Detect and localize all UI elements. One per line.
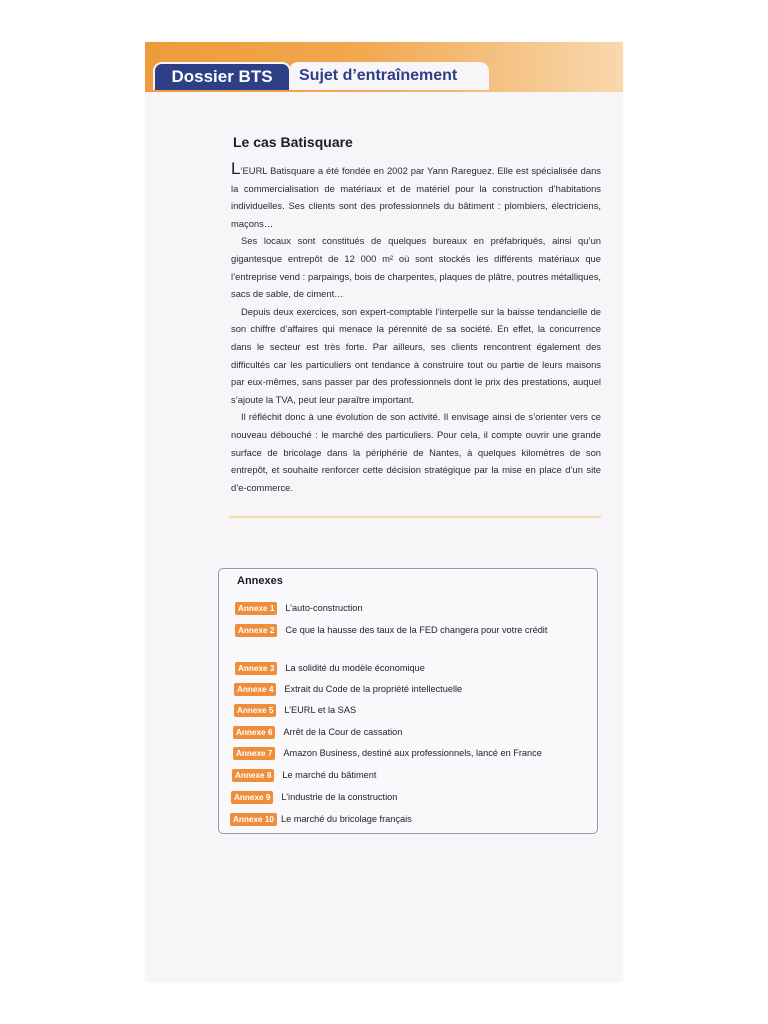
- annex-item-4: [234, 683, 574, 698]
- annex-item-1: [235, 602, 575, 617]
- annex-item-9: [231, 791, 571, 806]
- dossier-tag: Dossier BTS: [153, 62, 291, 90]
- annex-badge-2: Annexe 2: [235, 624, 277, 637]
- annex-text-4: Extrait du Code de la propriété intellectuelle: [284, 684, 463, 694]
- paragraph-2: Ses locaux sont constitués de quelques bureaux en préfabriqués, ainsi qu’un gigantesque entrepôt de 12 000 m² où sont stockés les différents matériaux que l’entreprise vend : parpaings, bois de charpentes, plaques de plâtre, poutres métalliques, sacs de sable, de ciment…: [231, 235, 601, 300]
- annexes-title: Annexes: [237, 575, 283, 587]
- annex-text-5: L’EURL et la SAS: [284, 705, 357, 715]
- paragraph-3: Depuis deux exercices, son expert-comptable l’interpelle sur la baisse tendancielle de son chiffre d’affaires qui menace la pérennité de sa société. En effet, la concurrence dans le secteur est très forte. Par ailleurs, ses clients rencontrent également des difficultés car les particuliers ont tendance à construire tout ou partie de leurs maisons par eux-mêmes, sans passer par des professionnels dont le prix des prestations, auquel s’ajoute la TVA, peut leur paraître important.: [231, 305, 601, 405]
- annex-item-7: [233, 747, 573, 762]
- section-divider: [229, 516, 601, 518]
- annexes-box: [218, 568, 598, 834]
- annex-item-10: [230, 813, 571, 828]
- annex-text-7: Amazon Business, destiné aux professionnels, lancé en France: [283, 748, 542, 758]
- annex-badge-1: Annexe 1: [235, 602, 277, 615]
- annex-text-9: L’industrie de la construction: [281, 792, 398, 802]
- dropcap: L: [231, 159, 241, 178]
- annex-text-3: La solidité du modèle économique: [285, 663, 425, 673]
- paragraph-1-text: ’EURL Batisquare a été fondée en 2002 par Yann Rareguez. Elle est spécialisée dans la commercialisation de matériaux et de matériel pour la construction d’habitations individuelles. Ses clients sont des professionnels du bâtiment : plombiers, électriciens, maçons…: [231, 165, 601, 229]
- case-body: [231, 159, 601, 496]
- annex-text-6: Arrêt de la Cour de cassation: [283, 727, 403, 737]
- sujet-tag: Sujet d’entraînement: [289, 62, 489, 90]
- paragraph-1: [231, 159, 601, 232]
- annex-badge-5: Annexe 5: [234, 704, 276, 717]
- annex-badge-9: Annexe 9: [231, 791, 273, 804]
- textbook-page: [145, 42, 623, 982]
- annex-badge-10: Annexe 10: [230, 813, 277, 826]
- case-title: Le cas Batisquare: [233, 134, 353, 150]
- annex-item-2: [235, 624, 555, 639]
- annex-text-1: L’auto-construction: [285, 603, 363, 613]
- annex-item-3: [235, 662, 575, 677]
- annex-item-8: [232, 769, 572, 784]
- annex-badge-7: Annexe 7: [233, 747, 275, 760]
- annex-text-10: Le marché du bricolage français: [280, 814, 412, 824]
- annex-item-6: [233, 726, 573, 741]
- annex-text-2: Ce que la hausse des taux de la FED changera pour votre crédit: [285, 625, 548, 635]
- annex-text-8: Le marché du bâtiment: [282, 770, 377, 780]
- annex-item-5: [234, 704, 574, 719]
- annex-badge-8: Annexe 8: [232, 769, 274, 782]
- annex-badge-4: Annexe 4: [234, 683, 276, 696]
- annex-badge-3: Annexe 3: [235, 662, 277, 675]
- paragraph-4: Il réfléchit donc à une évolution de son activité. Il envisage ainsi de s’orienter vers ce nouveau débouché : le marché des particuliers. Pour cela, il compte ouvrir une grande surface de bricolage dans la périphérie de Nantes, à quelques kilomètres de son entrepôt, et souhaite renforcer cette décision stratégique par la mise en place d’un site d’e-commerce.: [231, 411, 601, 493]
- annex-badge-6: Annexe 6: [233, 726, 275, 739]
